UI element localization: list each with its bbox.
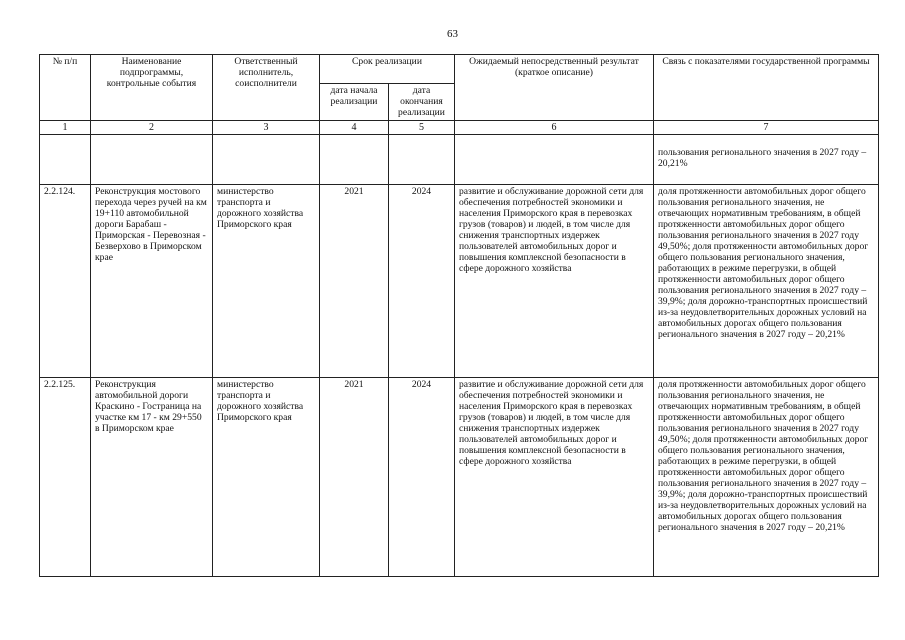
row-start-year: 2021 (320, 378, 389, 577)
row-number: 2.2.124. (40, 185, 91, 378)
table-row (40, 378, 879, 577)
column-number: 5 (389, 121, 455, 135)
column-number: 4 (320, 121, 389, 135)
header-executor: Ответственный исполнитель, соисполнители (213, 55, 320, 121)
column-number: 1 (40, 121, 91, 135)
table-row (40, 185, 879, 378)
row-end-year: 2024 (389, 185, 455, 378)
header-indicators: Связь с показателями государственной программы (654, 55, 879, 121)
page-number: 63 (447, 28, 458, 40)
continuation-indicators: пользования регионального значения в 2027 году – 20,21% (654, 135, 879, 185)
continuation-row (40, 135, 879, 185)
header-period: Срок реализации (320, 55, 455, 84)
header-num: № п/п (40, 55, 91, 121)
row-name: Реконструкция мостового перехода через ручей на км 19+110 автомобильной дороги Барабаш - Приморская - Перевозная - Безверхово в Приморском крае (91, 185, 213, 378)
column-number: 7 (654, 121, 879, 135)
row-number: 2.2.125. (40, 378, 91, 577)
row-indicators: доля протяженности автомобильных дорог общего пользования регионального значения, не отвечающих нормативным требованиям, в общей протяженности автомобильных дорог общего пользования регионального значения в 2027 году 49,50%; доля протяженности автомобильных дорог общего пользования регионального значения, работающих в режиме перегрузки, в общей протяженности автомобильных дорог общего пользования регионального значения в 2027 году – 39,9%; доля дорожно-транспортных происшествий из-за неудовлетворительных дорожных условий на автомобильных дорогах общего пользования регионального значения в 2027 году – 20,21% (654, 378, 879, 577)
row-start-year: 2021 (320, 185, 389, 378)
column-number: 2 (91, 121, 213, 135)
row-result: развитие и обслуживание дорожной сети для обеспечения потребностей экономики и населения Приморского края в перевозках грузов (товаров) и людей, в том числе для снижения транспортных издержек пользователей автомобильных дорог и повышения комплексной безопасности в сфере дорожного хозяйства (455, 185, 654, 378)
row-name: Реконструкция автомобильной дороги Краскино - Гостраница на участке км 17 - км 29+550 в Приморском крае (91, 378, 213, 577)
column-number: 6 (455, 121, 654, 135)
row-executor: министерство транспорта и дорожного хозяйства Приморского края (213, 185, 320, 378)
header-result: Ожидаемый непосредственный результат (краткое описание) (455, 55, 654, 121)
column-number: 3 (213, 121, 320, 135)
row-indicators: доля протяженности автомобильных дорог общего пользования регионального значения, не отвечающих нормативным требованиям, в общей протяженности автомобильных дорог общего пользования регионального значения в 2027 году 49,50%; доля протяженности автомобильных дорог общего пользования регионального значения, работающих в режиме перегрузки, в общей протяженности автомобильных дорог общего пользования регионального значения в 2027 году – 39,9%; доля дорожно-транспортных происшествий из-за неудовлетворительных дорожных условий на автомобильных дорогах общего пользования регионального значения в 2027 году – 20,21% (654, 185, 879, 378)
row-end-year: 2024 (389, 378, 455, 577)
program-table (39, 54, 879, 577)
column-number-row (40, 121, 879, 135)
header-end-date: дата окончания реализации (389, 84, 455, 121)
header-start-date: дата начала реализации (320, 84, 389, 121)
row-executor: министерство транспорта и дорожного хозяйства Приморского края (213, 378, 320, 577)
row-result: развитие и обслуживание дорожной сети для обеспечения потребностей экономики и населения Приморского края в перевозках грузов (товаров) и людей, в том числе для снижения транспортных издержек пользователей автомобильных дорог и повышения комплексной безопасности в сфере дорожного хозяйства (455, 378, 654, 577)
header-name: Наименование подпрограммы, контрольные события (91, 55, 213, 121)
header-row (40, 55, 879, 84)
